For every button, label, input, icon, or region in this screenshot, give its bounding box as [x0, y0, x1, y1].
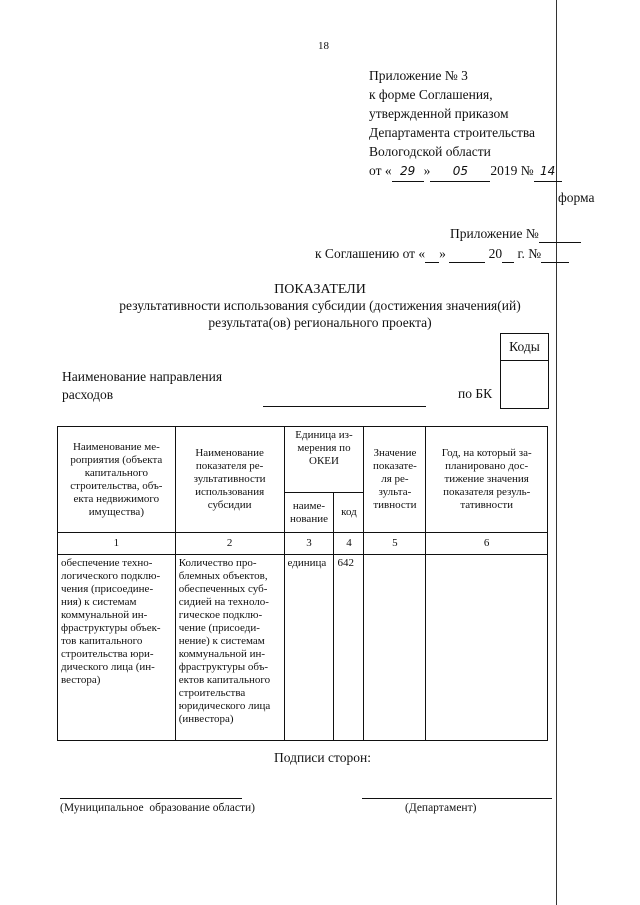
signature-right-label: (Департамент): [405, 802, 477, 814]
date-month: 05: [430, 162, 490, 182]
date-mid: »: [423, 163, 431, 178]
appendix-line-5: Вологодской области: [369, 144, 491, 159]
appendix2-line2: [315, 246, 569, 263]
appendix-date-line: [369, 161, 562, 182]
agreement-year: 20: [488, 246, 503, 261]
appendix-line-3: утвержденной приказом: [369, 106, 509, 121]
column-number: 1: [58, 533, 176, 555]
indicators-table: [57, 426, 548, 741]
header-unit-code: код: [334, 493, 364, 533]
page-number: 18: [318, 40, 329, 52]
title-main: ПОКАЗАТЕЛИ: [274, 282, 366, 297]
column-number: 3: [284, 533, 334, 555]
appendix-line-1: Приложение № 3: [369, 68, 468, 83]
forma-label: форма: [558, 190, 595, 205]
column-number: 5: [364, 533, 426, 555]
signature-left-label: (Муниципальное образование области): [60, 802, 256, 814]
appendix-line-4: Департамента строительства: [369, 125, 536, 140]
title-sub-2: результата(ов) регионального проекта): [208, 315, 432, 330]
agreement-quote: »: [439, 246, 446, 261]
signature-line-left: [60, 798, 242, 799]
header-indicator-name: Наименование показателя ре- зультативности использования субсидии: [175, 427, 284, 533]
direction-line-2: расходов: [62, 387, 114, 402]
signature-line-right: [362, 798, 552, 799]
cell-unit-name: единица: [284, 555, 334, 741]
codes-header: Коды: [501, 334, 548, 361]
cell-indicator: Количество про- блемных объектов, обеспеченных суб- сидией на техноло- гическое подклю- чение (присоеди- нение) к системам коммунальной ин- фраструктуры объ- ектов капитального строительства юридического лица (инвестора): [175, 555, 284, 741]
title-sub-1: результативности использования субсидии (достижения значения(ий): [119, 298, 521, 313]
cell-activity: обеспечение техно- логического подклю- чения (присоедине- ния) к системам коммунальной ин- фраструктуры объек- тов капитального строительства юри- дического лица (ин- вестора): [58, 555, 176, 741]
appendix-line-2: к форме Соглашения,: [369, 87, 493, 102]
column-number: 6: [426, 533, 548, 555]
direction-underline: [263, 406, 426, 407]
codes-box: [500, 333, 549, 409]
column-number: 4: [334, 533, 364, 555]
column-number: 2: [175, 533, 284, 555]
appendix2-line1: [450, 226, 581, 243]
appendix2-label: Приложение №: [450, 226, 539, 241]
date-number: 14: [534, 162, 562, 182]
appendix-block: [369, 66, 562, 182]
cell-value: [364, 555, 426, 741]
header-indicator-value: Значение показате- ля ре- зульта- тивности: [364, 427, 426, 533]
agreement-number-label: г. №: [517, 246, 542, 261]
header-unit-name: наиме- нование: [284, 493, 334, 533]
direction-label: [62, 368, 222, 404]
table-row: [58, 555, 548, 741]
header-activity-name: Наименование ме- роприятия (объекта капитального строительства, объ- екта недвижимого имущества): [58, 427, 176, 533]
date-day: 29: [392, 162, 424, 182]
header-target-year: Год, на который за- планировано дос- тижение значения показателя резуль- тативности: [426, 427, 548, 533]
header-unit-okei: Единица из- мерения по ОКЕИ: [284, 427, 364, 493]
agreement-prefix: к Соглашению от «: [315, 246, 426, 261]
date-prefix: от «: [369, 163, 392, 178]
date-year: 2019 №: [490, 163, 534, 178]
cell-year: [426, 555, 548, 741]
po-bk-label: по БК: [458, 386, 493, 401]
signatures-title: Подписи сторон:: [274, 750, 371, 765]
cell-unit-code: 642: [334, 555, 364, 741]
direction-line-1: Наименование направления: [62, 369, 223, 384]
